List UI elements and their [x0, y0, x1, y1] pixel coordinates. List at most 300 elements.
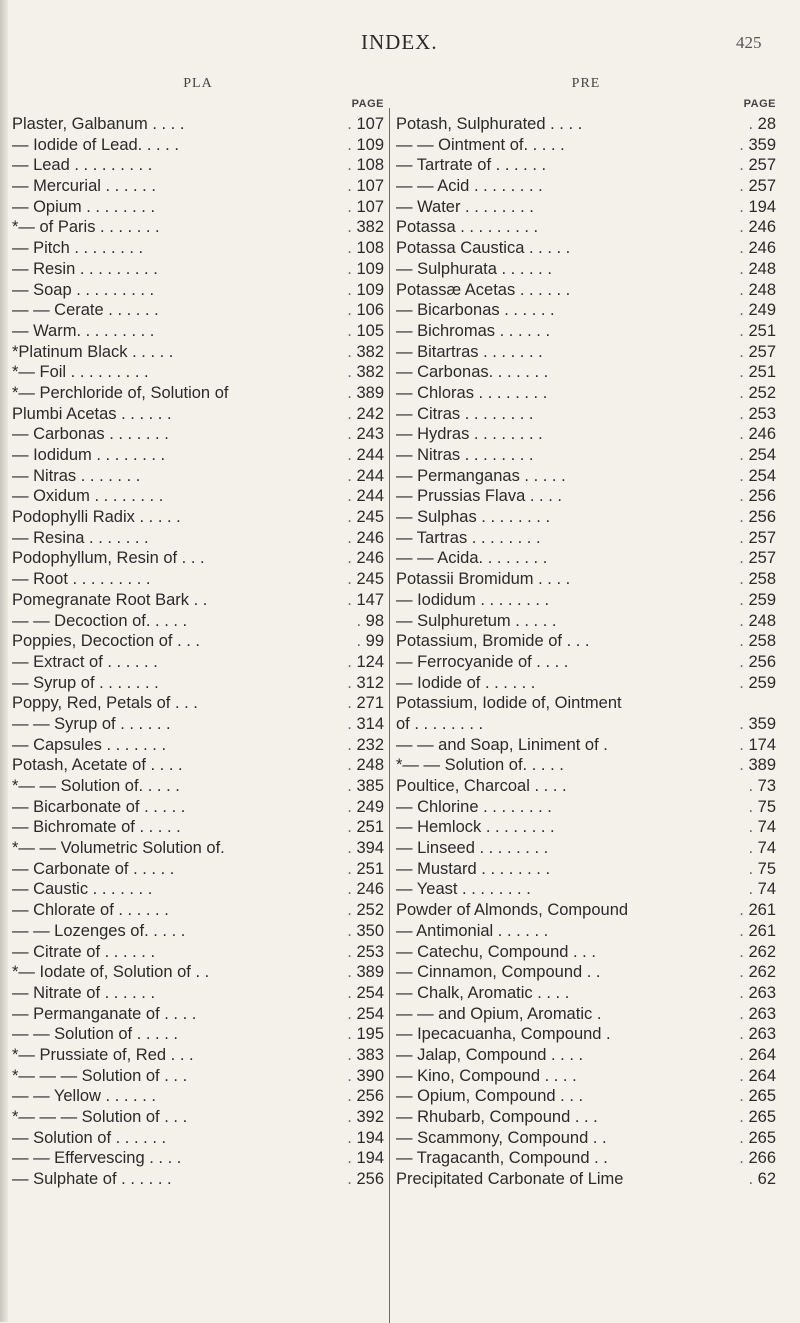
- entry-page: . 99: [356, 631, 384, 652]
- entry-term: — Warm. . . . . . . . .: [12, 321, 155, 340]
- index-entry: [396, 735, 776, 756]
- entry-term: — Iodidum . . . . . . . .: [12, 446, 166, 464]
- entry-term: Potassæ Acetas . . . . . .: [396, 280, 571, 299]
- index-entry: [12, 1086, 384, 1107]
- entry-page: . 109: [347, 135, 384, 156]
- index-entries: [12, 114, 384, 1190]
- entry-term: — Sulphurata . . . . . .: [396, 259, 552, 278]
- entry-page: . 174: [739, 735, 776, 756]
- entry-page: . 74: [748, 879, 776, 900]
- entry-page: . 257: [739, 548, 776, 569]
- index-entry: [396, 942, 776, 963]
- entry-term: — Resin . . . . . . . . .: [12, 259, 158, 278]
- entry-term: — Chloras . . . . . . . .: [396, 383, 548, 402]
- index-entry: [396, 1169, 776, 1190]
- index-entry: [396, 342, 776, 363]
- entry-page: . 259: [739, 590, 776, 611]
- index-entry: [12, 755, 384, 776]
- index-entries: [396, 114, 776, 1190]
- entry-term: — Ferrocyanide of . . . .: [396, 652, 569, 671]
- entry-term: — — Solution of . . . . .: [12, 1025, 178, 1044]
- entry-page: . 109: [347, 259, 384, 280]
- entry-page: . 75: [748, 859, 776, 880]
- entry-term: — Root . . . . . . . . .: [12, 570, 151, 589]
- index-entry: [12, 569, 384, 590]
- entry-term: — Mustard . . . . . . . .: [396, 859, 551, 878]
- entry-page: . 242: [347, 404, 384, 425]
- index-entry: [396, 983, 776, 1004]
- index-entry: [396, 838, 776, 859]
- entry-page: . 383: [347, 1045, 384, 1066]
- entry-term: — Linseed . . . . . . . .: [396, 839, 549, 858]
- index-column-right: [396, 76, 776, 1190]
- entry-term: — Lead . . . . . . . . .: [12, 156, 153, 175]
- entry-page: . 107: [347, 197, 384, 218]
- entry-term: — Citrate of . . . . . .: [12, 942, 156, 961]
- entry-term: — Prussias Flava . . . .: [396, 487, 562, 506]
- entry-term: — — Effervescing . . . .: [12, 1149, 182, 1168]
- index-entry: [12, 486, 384, 507]
- entry-page: . 382: [347, 217, 384, 238]
- entry-term: — Catechu, Compound . . .: [396, 942, 596, 961]
- index-entry: [12, 280, 384, 301]
- entry-term: — Carbonas . . . . . . .: [12, 425, 169, 444]
- entry-term: — Bicarbonate of . . . . .: [12, 797, 186, 816]
- entry-term: — Bicarbonas . . . . . .: [396, 301, 555, 320]
- index-entry: [12, 590, 384, 611]
- index-entry: [12, 404, 384, 425]
- index-entry: [396, 1004, 776, 1025]
- index-entry: [396, 528, 776, 549]
- index-entry: [12, 176, 384, 197]
- entry-page: . 261: [739, 900, 776, 921]
- entry-page: . 194: [347, 1148, 384, 1169]
- entry-term: *— — — Solution of . . .: [12, 1066, 188, 1085]
- index-entry: [396, 921, 776, 942]
- index-entry: [12, 238, 384, 259]
- entry-term: Podophyllum, Resin of . . .: [12, 549, 205, 568]
- entry-page: . 264: [739, 1066, 776, 1087]
- entry-page: . 195: [347, 1024, 384, 1045]
- index-entry: [12, 652, 384, 673]
- entry-term: Poppies, Decoction of . . .: [12, 632, 201, 651]
- entry-page: . 262: [739, 942, 776, 963]
- page-column-label: PAGE: [743, 98, 776, 110]
- page-binding-edge: [0, 0, 8, 1322]
- entry-page: . 257: [739, 155, 776, 176]
- page-number: 425: [736, 33, 762, 52]
- index-entry: [12, 1045, 384, 1066]
- entry-term: Precipitated Carbonate of Lime: [396, 1170, 624, 1189]
- index-entry: [12, 217, 384, 238]
- index-entry: [396, 962, 776, 983]
- entry-page: . 265: [739, 1086, 776, 1107]
- entry-term: — Jalap, Compound . . . .: [396, 1045, 584, 1064]
- index-entry: [396, 569, 776, 590]
- index-entry: [12, 1024, 384, 1045]
- entry-term: — Resina . . . . . . .: [12, 528, 149, 547]
- entry-page: . 194: [347, 1128, 384, 1149]
- entry-term: — — and Opium, Aromatic .: [396, 1004, 602, 1023]
- entry-term: — Opium . . . . . . . .: [12, 197, 156, 216]
- entry-page: . 251: [739, 362, 776, 383]
- index-entry: [396, 548, 776, 569]
- entry-term: — Bichromate of . . . . .: [12, 818, 181, 837]
- entry-term: — Nitrate of . . . . . .: [12, 983, 156, 1002]
- entry-term: Pomegranate Root Bark . .: [12, 590, 208, 609]
- index-entry: [396, 176, 776, 197]
- index-column-left: [12, 76, 384, 1190]
- entry-term: — Sulphuretum . . . . .: [396, 611, 557, 630]
- entry-term: — Water . . . . . . . .: [396, 197, 534, 216]
- entry-term: — Scammony, Compound . .: [396, 1128, 607, 1147]
- index-entry: [12, 1128, 384, 1149]
- entry-page: . 194: [739, 197, 776, 218]
- entry-page: . 107: [347, 114, 384, 135]
- entry-page: . 312: [347, 673, 384, 694]
- entry-page: . 254: [347, 983, 384, 1004]
- entry-term: *— — — Solution of . . .: [12, 1108, 188, 1126]
- entry-term: Potassii Bromidum . . . .: [396, 570, 571, 589]
- index-entry: [396, 197, 776, 218]
- entry-page: . 263: [739, 1004, 776, 1025]
- index-entry: [396, 259, 776, 280]
- entry-page: . 249: [347, 797, 384, 818]
- entry-page: . 385: [347, 776, 384, 797]
- index-entry: [396, 879, 776, 900]
- index-entry: [12, 673, 384, 694]
- index-entry: [396, 1107, 776, 1128]
- entry-page: . 254: [739, 466, 776, 487]
- index-entry: [12, 528, 384, 549]
- entry-page: . 74: [748, 817, 776, 838]
- entry-page: . 108: [347, 155, 384, 176]
- entry-term: — — Decoction of. . . . .: [12, 611, 188, 630]
- entry-term: — — Syrup of . . . . . .: [12, 714, 171, 733]
- index-entry: [12, 962, 384, 983]
- entry-term: *Platinum Black . . . . .: [12, 342, 174, 361]
- page-title: INDEX.: [361, 30, 438, 54]
- entry-page: . 264: [739, 1045, 776, 1066]
- entry-page: . 98: [356, 611, 384, 632]
- index-entry: [396, 362, 776, 383]
- entry-term: — — Cerate . . . . . .: [12, 301, 159, 320]
- index-entry: [396, 155, 776, 176]
- entry-term: *— Foil . . . . . . . . .: [12, 363, 149, 382]
- index-entry: [12, 817, 384, 838]
- entry-term: — — and Soap, Liniment of .: [396, 735, 608, 754]
- index-entry: [12, 879, 384, 900]
- index-entry: [12, 321, 384, 342]
- page-column-label: PAGE: [351, 98, 384, 110]
- entry-term: *— of Paris . . . . . . .: [12, 218, 160, 237]
- index-entry: [396, 466, 776, 487]
- entry-page: . 359: [739, 135, 776, 156]
- index-entry: [396, 445, 776, 466]
- index-entry: [396, 673, 776, 694]
- entry-page: . 263: [739, 1024, 776, 1045]
- index-entry: [12, 507, 384, 528]
- index-entry: [12, 300, 384, 321]
- index-entry: [396, 280, 776, 301]
- index-entry: [12, 693, 384, 714]
- index-entry: [396, 1086, 776, 1107]
- entry-term: — — Acida. . . . . . . .: [396, 549, 548, 568]
- entry-term: — Citras . . . . . . . .: [396, 404, 534, 423]
- entry-page: . 244: [347, 466, 384, 487]
- index-entry: [396, 611, 776, 632]
- index-entry: [396, 404, 776, 425]
- entry-term: Powder of Almonds, Compound: [396, 901, 629, 920]
- entry-page: . 314: [347, 714, 384, 735]
- entry-term: — Chalk, Aromatic . . . .: [396, 983, 570, 1002]
- index-entry: [396, 1066, 776, 1087]
- entry-page: . 390: [347, 1066, 384, 1087]
- entry-term: — Bichromas . . . . . .: [396, 321, 551, 340]
- index-entry: [396, 1128, 776, 1149]
- entry-page: . 254: [739, 445, 776, 466]
- index-entry: [396, 507, 776, 528]
- index-entry: [12, 424, 384, 445]
- index-entry: [396, 590, 776, 611]
- entry-page: . 107: [347, 176, 384, 197]
- entry-term: *— — Volumetric Solution of.: [12, 839, 225, 858]
- entry-term: Potash, Sulphurated . . . .: [396, 115, 583, 133]
- entry-page: . 263: [739, 983, 776, 1004]
- index-entry: [12, 859, 384, 880]
- index-entry: [12, 197, 384, 218]
- entry-term: — Carbonate of . . . . .: [12, 859, 175, 878]
- entry-term: Potassa . . . . . . . . .: [396, 218, 539, 237]
- index-entry: [396, 900, 776, 921]
- entry-term: — Solution of . . . . . .: [12, 1128, 167, 1147]
- entry-page: . 259: [739, 673, 776, 694]
- entry-page: . 257: [739, 528, 776, 549]
- index-entry: [396, 217, 776, 238]
- index-entry: [12, 1004, 384, 1025]
- entry-term: — Bitartras . . . . . . .: [396, 342, 543, 361]
- entry-page: . 256: [739, 507, 776, 528]
- entry-term: — Iodidum . . . . . . . .: [396, 590, 550, 609]
- entry-term: — Sulphate of . . . . . .: [12, 1170, 172, 1189]
- entry-page: . 256: [347, 1169, 384, 1190]
- entry-page: . 392: [347, 1107, 384, 1128]
- entry-page: . 246: [739, 217, 776, 238]
- entry-term: Potash, Acetate of . . . .: [12, 756, 183, 775]
- entry-term: — Nitras . . . . . . . .: [396, 446, 534, 464]
- index-entry: [12, 1169, 384, 1190]
- entry-term: — Pitch . . . . . . . .: [12, 239, 144, 258]
- entry-term: — Permanganas . . . . .: [396, 466, 566, 485]
- entry-term: — — Yellow . . . . . .: [12, 1087, 156, 1106]
- index-entry: [396, 300, 776, 321]
- entry-term: — Extract of . . . . . .: [12, 652, 158, 671]
- entry-page: . 73: [748, 776, 776, 797]
- index-entry: [12, 942, 384, 963]
- entry-page: . 245: [347, 507, 384, 528]
- entry-page: . 109: [347, 280, 384, 301]
- index-entry: [12, 797, 384, 818]
- entry-page: . 382: [347, 342, 384, 363]
- entry-term: — Chlorine . . . . . . . .: [396, 797, 552, 816]
- entry-term: — Hydras . . . . . . . .: [396, 425, 543, 444]
- entry-term: — Soap . . . . . . . . .: [12, 280, 155, 299]
- index-entry: [396, 424, 776, 445]
- entry-term: Poultice, Charcoal . . . .: [396, 777, 567, 795]
- entry-term: *— Iodate of, Solution of . .: [12, 963, 210, 982]
- entry-term: — Iodide of Lead. . . . .: [12, 135, 179, 154]
- entry-page: . 106: [347, 300, 384, 321]
- index-entry: [12, 114, 384, 135]
- entry-page: . 254: [347, 1004, 384, 1025]
- entry-page: . 244: [347, 486, 384, 507]
- entry-page: . 248: [739, 280, 776, 301]
- entry-page: . 256: [739, 486, 776, 507]
- entry-term: *— Perchloride of, Solution of: [12, 383, 229, 402]
- index-entry: [396, 383, 776, 404]
- entry-page: . 256: [739, 652, 776, 673]
- entry-page: . 257: [739, 176, 776, 197]
- entry-page: . 389: [347, 383, 384, 404]
- entry-term: *— — Solution of. . . . .: [12, 777, 180, 795]
- entry-page: . 266: [739, 1148, 776, 1169]
- entry-term: — Iodide of . . . . . .: [396, 673, 536, 692]
- entry-page: . 382: [347, 362, 384, 383]
- entry-term: — Tartrate of . . . . . .: [396, 156, 547, 175]
- entry-term: *— — Solution of. . . . .: [396, 756, 564, 775]
- entry-page: . 262: [739, 962, 776, 983]
- entry-term: — Rhubarb, Compound . . .: [396, 1108, 598, 1126]
- index-entry: [12, 466, 384, 487]
- entry-page: . 256: [347, 1086, 384, 1107]
- entry-term: — Carbonas. . . . . . .: [396, 363, 549, 382]
- entry-term: — Yeast . . . . . . . .: [396, 880, 531, 899]
- index-entry: [12, 900, 384, 921]
- index-entry: [396, 652, 776, 673]
- entry-term: — Capsules . . . . . . .: [12, 735, 167, 754]
- index-entry: [12, 259, 384, 280]
- index-entry: [396, 631, 776, 652]
- entry-page: . 253: [739, 404, 776, 425]
- entry-term: — Opium, Compound . . .: [396, 1087, 584, 1106]
- entry-page: . 232: [347, 735, 384, 756]
- entry-page: . 105: [347, 321, 384, 342]
- entry-page: . 389: [739, 755, 776, 776]
- entry-term: — Nitras . . . . . . .: [12, 466, 141, 485]
- entry-term: — Tragacanth, Compound . .: [396, 1149, 608, 1168]
- entry-page: . 246: [739, 424, 776, 445]
- entry-term: — Tartras . . . . . . . .: [396, 528, 541, 547]
- entry-page: . 124: [347, 652, 384, 673]
- column-heading: PLA: [183, 76, 213, 91]
- entry-page: . 258: [739, 631, 776, 652]
- index-entry: [12, 362, 384, 383]
- entry-page: . 28: [748, 114, 776, 135]
- index-entry: [12, 548, 384, 569]
- entry-term: — Syrup of . . . . . . .: [12, 673, 159, 692]
- index-entry: [396, 755, 776, 776]
- entry-term: Plumbi Acetas . . . . . .: [12, 404, 172, 423]
- index-entry: [396, 776, 776, 797]
- entry-page: . 246: [739, 238, 776, 259]
- column-divider: [389, 108, 390, 1323]
- entry-page: . 74: [748, 838, 776, 859]
- entry-page: . 389: [347, 962, 384, 983]
- entry-page: . 248: [347, 755, 384, 776]
- entry-page: . 246: [347, 879, 384, 900]
- entry-page: . 261: [739, 921, 776, 942]
- column-heading: PRE: [571, 76, 601, 91]
- index-entry: [12, 383, 384, 404]
- entry-page: . 147: [347, 590, 384, 611]
- index-entry: [396, 797, 776, 818]
- entry-term: — Permanganate of . . . .: [12, 1004, 197, 1023]
- index-entry: [12, 735, 384, 756]
- index-entry: [12, 1107, 384, 1128]
- entry-term: — — Lozenges of. . . . .: [12, 921, 186, 940]
- entry-page: . 252: [739, 383, 776, 404]
- entry-term: — Caustic . . . . . . .: [12, 880, 153, 899]
- index-entry: [12, 631, 384, 652]
- entry-term: — Sulphas . . . . . . . .: [396, 508, 551, 527]
- index-entry: [396, 859, 776, 880]
- entry-page: . 253: [347, 942, 384, 963]
- entry-page: . 252: [347, 900, 384, 921]
- entry-page: . 249: [739, 300, 776, 321]
- entry-term: — — Acid . . . . . . . .: [396, 177, 543, 196]
- entry-term: *— Prussiate of, Red . . .: [12, 1045, 194, 1064]
- entry-page: . 265: [739, 1128, 776, 1149]
- entry-page: . 245: [347, 569, 384, 590]
- index-entry: [396, 486, 776, 507]
- entry-page: . 257: [739, 342, 776, 363]
- index-entry: [12, 983, 384, 1004]
- entry-term: — Oxidum . . . . . . . .: [12, 487, 164, 506]
- entry-term: — Mercurial . . . . . .: [12, 177, 156, 196]
- index-entry: [12, 135, 384, 156]
- index-entry: [396, 135, 776, 156]
- entry-page: . 359: [739, 714, 776, 735]
- entry-term: of . . . . . . . .: [396, 714, 484, 733]
- entry-term: — Chlorate of . . . . . .: [12, 901, 169, 920]
- index-entry: [12, 611, 384, 632]
- entry-page: . 394: [347, 838, 384, 859]
- entry-term: — Cinnamon, Compound . .: [396, 963, 601, 982]
- index-entry: [396, 1024, 776, 1045]
- entry-page: . 246: [347, 548, 384, 569]
- index-entry: [396, 114, 776, 135]
- entry-term: — — Ointment of. . . . .: [396, 135, 565, 154]
- index-entry: [396, 321, 776, 342]
- entry-page: . 108: [347, 238, 384, 259]
- index-entry: [12, 155, 384, 176]
- index-entry: [396, 238, 776, 259]
- entry-term: Poppy, Red, Petals of . . .: [12, 694, 198, 713]
- index-entry: [12, 1148, 384, 1169]
- entry-term: Potassa Caustica . . . . .: [396, 239, 571, 258]
- entry-term: — Kino, Compound . . . .: [396, 1066, 577, 1085]
- entry-term: — Antimonial . . . . . .: [396, 921, 549, 940]
- entry-term: — Hemlock . . . . . . . .: [396, 818, 555, 837]
- entry-page: . 244: [347, 445, 384, 466]
- index-entry: [12, 445, 384, 466]
- page-header: [0, 30, 800, 60]
- entry-page: . 251: [347, 859, 384, 880]
- index-entry: [396, 1148, 776, 1169]
- entry-term: Potassium, Bromide of . . .: [396, 632, 590, 651]
- entry-page: . 350: [347, 921, 384, 942]
- entry-page: . 75: [748, 797, 776, 818]
